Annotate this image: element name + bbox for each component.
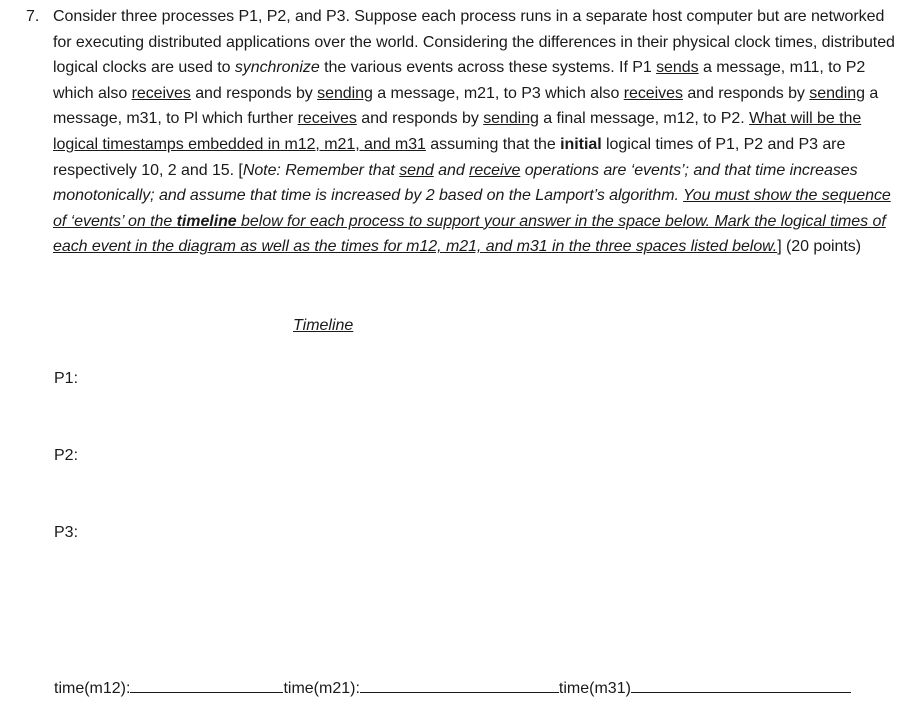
question-text-part: and responds by <box>682 84 810 102</box>
question-text-part: a message, m11, to P2 which also <box>53 59 866 102</box>
question-text-bold: initial <box>560 135 602 153</box>
answer-times-row <box>54 677 851 699</box>
question-text-underlined: sending <box>809 84 865 102</box>
question-text <box>53 4 903 260</box>
question-number: 7. <box>26 8 40 25</box>
question-text-underlined: receives <box>297 110 357 128</box>
question-text-part: a message, m31, to Pl which further <box>53 84 879 128</box>
question-text-underlined: What will be the logical timestamps embedded in m12, m21, and m31 <box>53 110 862 153</box>
timeline-title: Timeline <box>293 317 354 334</box>
question-text-part: assuming that the <box>425 135 561 153</box>
process-label-p1: P1: <box>54 370 79 387</box>
question-text-underlined: sending <box>483 110 539 128</box>
question-text-part: and responds by <box>190 84 318 102</box>
time-m12-blank[interactable] <box>130 677 283 693</box>
question-text-italic-underlined: You must show the sequence of ‘events’ on the <box>53 187 891 230</box>
process-label-p2: P2: <box>54 447 79 464</box>
question-text-part: the various events across these systems. If P1 <box>319 59 657 77</box>
question-text-underlined: sending <box>317 84 373 102</box>
question-text-italic: Note: Remember that <box>242 161 400 179</box>
question-text-italic: synchronize <box>234 59 320 77</box>
question-text-underlined: receives <box>131 84 191 102</box>
time-m31-label: time(m31) <box>558 680 631 697</box>
question-text-part: and responds by <box>356 110 484 128</box>
question-text-italic-underlined: send <box>399 161 434 179</box>
question-text-italic: operations are ‘events’; and that time increases monotonically; and assume that time is increased by 2 based on the Lamport’s algorithm. <box>53 161 858 205</box>
time-m21-blank[interactable] <box>360 677 559 693</box>
question-text-italic-underlined: below for each process to support your answer in the space below. Mark the logical times of each event in the diagram as well as the times for m12, m21, and m31 in the three spaces listed below. <box>53 212 886 256</box>
question-text-part: logical times of P1, P2 and P3 are respectively 10, 2 and 15. [ <box>53 135 846 179</box>
process-label-p3: P3: <box>54 524 79 541</box>
question-text-italic: and <box>433 161 470 179</box>
question-text-italic-underlined: receive <box>469 161 521 179</box>
question-text-part: a final message, m12, to P2. <box>538 110 750 128</box>
question-text-part: a message, m21, to P3 which also <box>372 84 624 102</box>
time-m31-blank[interactable] <box>631 677 851 693</box>
question-text-underlined: sends <box>656 59 699 77</box>
question-text-part: ] (20 points) <box>777 238 862 256</box>
time-m12-label: time(m12): <box>54 680 131 697</box>
time-m21-label: time(m21): <box>283 680 360 697</box>
question-text-part: Consider three processes P1, P2, and P3. Suppose each process runs in a separate host computer but are networked for executing distributed applications over the world. Considering the differences in their physical clock times, distributed logical clocks are used to <box>53 8 895 77</box>
question-text-underlined: receives <box>623 84 683 102</box>
question-text-bold-underlined: timeline <box>176 212 237 230</box>
